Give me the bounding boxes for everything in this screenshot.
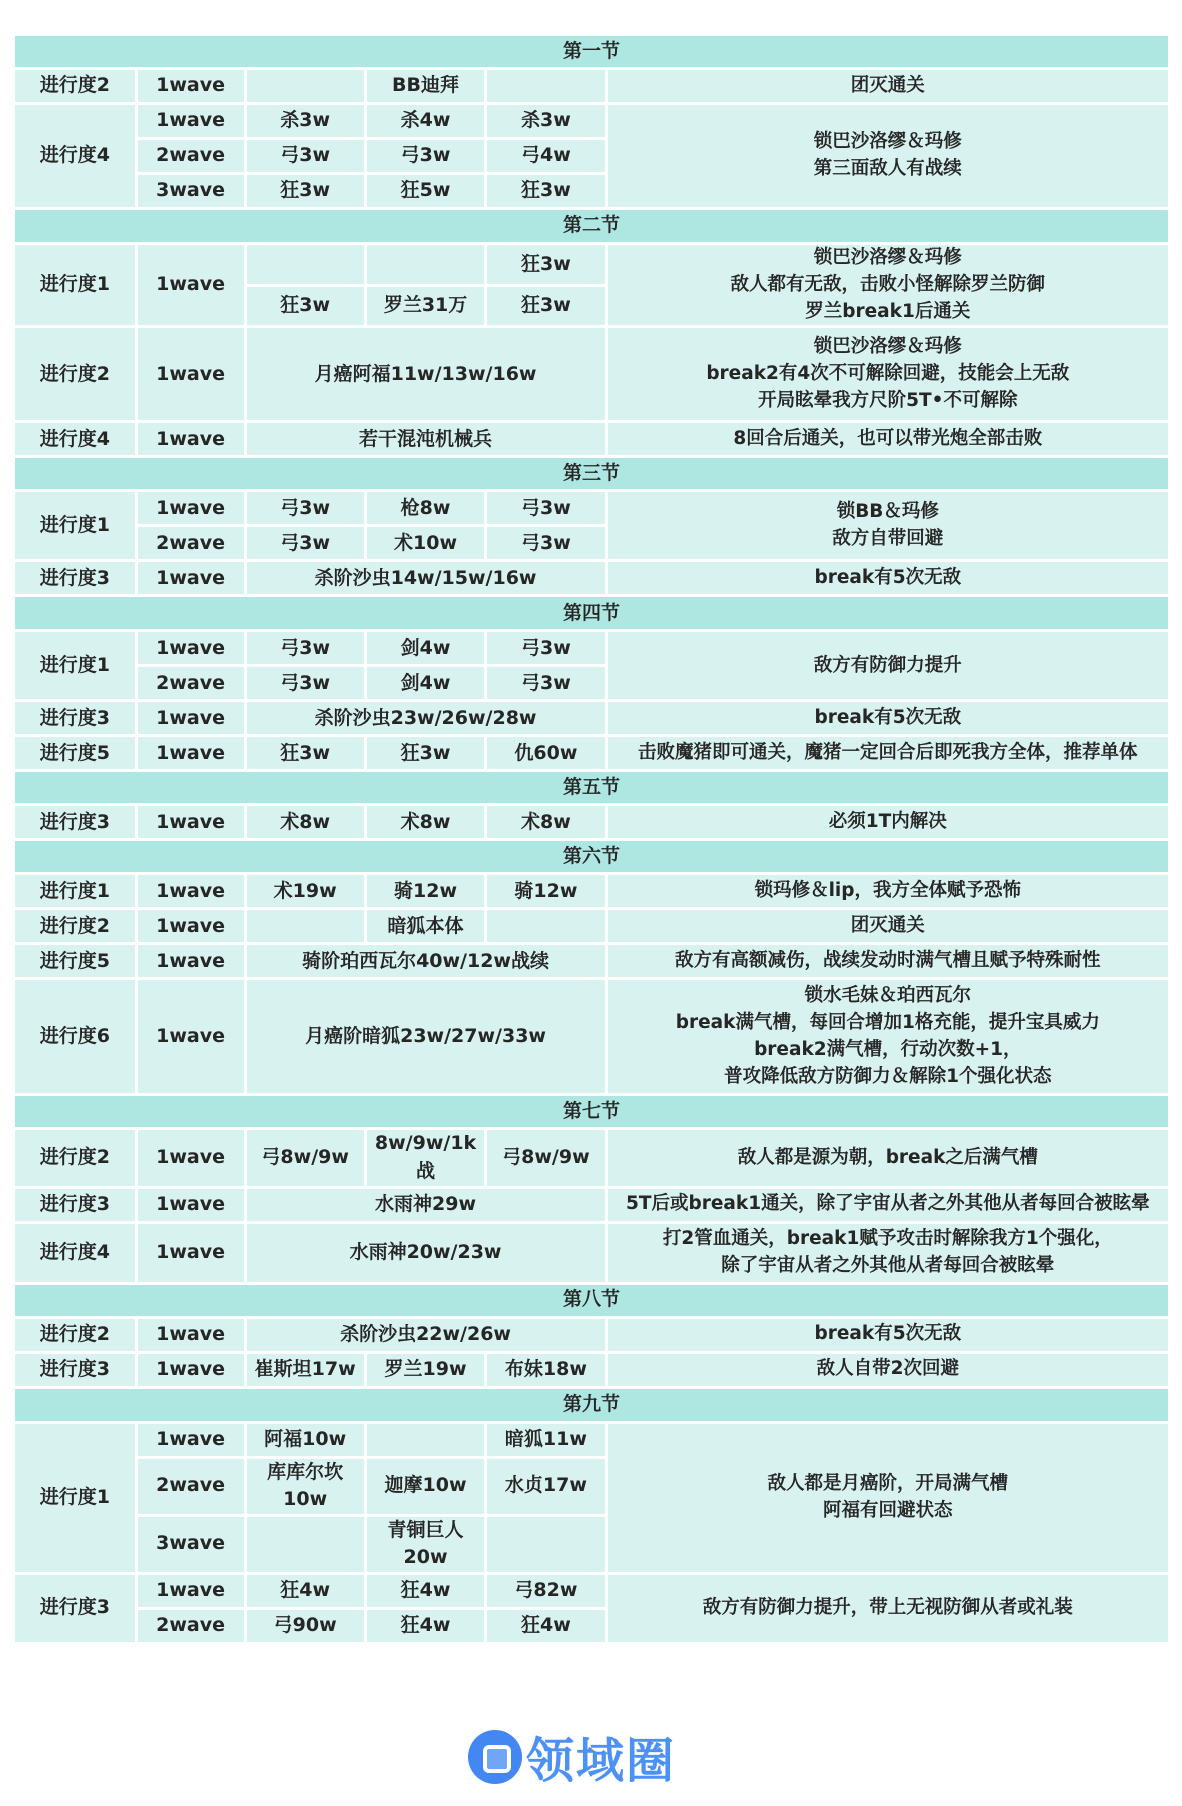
section-title: 第七节 <box>15 1096 1168 1127</box>
wave-label: 1wave <box>138 328 244 420</box>
wave-label: 1wave <box>138 980 244 1093</box>
enemy-cell: 弓3w <box>487 527 604 559</box>
note-cell: 锁BB＆玛修 敌方自带回避 <box>608 492 1168 559</box>
note-cell: 8回合后通关，也可以带光炮全部击败 <box>608 423 1168 455</box>
stage-label: 进行度4 <box>15 423 135 455</box>
enemy-cell: 青铜巨人20w <box>367 1517 484 1572</box>
enemy-cell: 仇60w <box>487 737 604 769</box>
enemy-cell: 狂3w <box>487 245 604 284</box>
wave-label: 1wave <box>138 245 244 325</box>
stage-label: 进行度3 <box>15 702 135 734</box>
enemy-cell: 弓3w <box>247 632 364 664</box>
section-title: 第九节 <box>15 1389 1168 1421</box>
stage-label: 进行度2 <box>15 328 135 420</box>
enemy-cell: 崔斯坦17w <box>247 1354 364 1386</box>
note-cell: 打2管血通关，break1赋予攻击时解除我方1个强化， 除了宇宙从者之外其他从者每回合被眩晕 <box>608 1224 1168 1282</box>
stage-label: 进行度1 <box>15 245 135 325</box>
enemy-cell: 狂4w <box>247 1575 364 1607</box>
note-cell: 锁巴沙洛缪＆玛修 break2有4次不可解除回避，技能会上无敌 开局眩晕我方尺阶5T•不可解除 <box>608 328 1168 420</box>
boss-cell: 水雨神20w/23w <box>247 1224 605 1282</box>
wave-label: 2wave <box>138 1610 244 1642</box>
enemy-cell <box>247 245 364 284</box>
boss-cell: 月癌阶暗狐23w/27w/33w <box>247 980 605 1093</box>
enemy-cell: 弓3w <box>487 492 604 524</box>
wave-label: 2wave <box>138 140 244 172</box>
enemy-cell: 弓8w/9w <box>487 1130 604 1185</box>
enemy-cell <box>487 1517 604 1572</box>
enemy-cell: 狂4w <box>367 1575 484 1607</box>
enemy-cell: 术10w <box>367 527 484 559</box>
enemy-cell: 布妹18w <box>487 1354 604 1386</box>
enemy-cell: 术8w <box>247 806 364 838</box>
wave-label: 1wave <box>138 1224 244 1282</box>
wave-label: 1wave <box>138 875 244 907</box>
stage-label: 进行度2 <box>15 70 135 102</box>
stage-label: 进行度2 <box>15 910 135 942</box>
enemy-cell <box>247 1517 364 1572</box>
note-cell: 团灭通关 <box>608 910 1168 942</box>
enemy-cell: 狂3w <box>247 287 364 326</box>
wave-label: 1wave <box>138 70 244 102</box>
wave-label: 1wave <box>138 806 244 838</box>
strategy-table <box>12 33 1171 1645</box>
wave-label: 1wave <box>138 1424 244 1456</box>
stage-label: 进行度4 <box>15 1224 135 1282</box>
wave-label: 3wave <box>138 1517 244 1572</box>
stage-label: 进行度5 <box>15 945 135 977</box>
section-title: 第五节 <box>15 772 1168 803</box>
wave-label: 1wave <box>138 910 244 942</box>
stage-label: 进行度1 <box>15 492 135 559</box>
wave-label: 2wave <box>138 667 244 699</box>
note-cell: 锁水毛妹＆珀西瓦尔 break满气槽，每回合增加1格充能，提升宝具威力 break2满气槽，行动次数+1， 普攻降低敌方防御力＆解除1个强化状态 <box>608 980 1168 1093</box>
enemy-cell <box>247 70 364 102</box>
wave-label: 2wave <box>138 527 244 559</box>
enemy-cell: 弓4w <box>487 140 604 172</box>
enemy-cell: 狂3w <box>487 287 604 326</box>
wave-label: 1wave <box>138 632 244 664</box>
boss-cell: 杀阶沙虫22w/26w <box>247 1319 605 1351</box>
boss-cell: 杀阶沙虫14w/15w/16w <box>247 562 605 594</box>
wave-label: 1wave <box>138 945 244 977</box>
note-cell: break有5次无敌 <box>608 702 1168 734</box>
boss-cell: 骑阶珀西瓦尔40w/12w战续 <box>247 945 605 977</box>
stage-label: 进行度3 <box>15 1575 135 1642</box>
enemy-cell: 弓8w/9w <box>247 1130 364 1185</box>
wave-label: 1wave <box>138 1189 244 1221</box>
note-cell: 锁巴沙洛缪＆玛修 第三面敌人有战续 <box>608 105 1168 207</box>
enemy-cell: 弓3w <box>487 667 604 699</box>
enemy-cell: 暗狐本体 <box>367 910 484 942</box>
enemy-cell: 弓3w <box>247 527 364 559</box>
enemy-cell: 骑12w <box>487 875 604 907</box>
enemy-cell <box>487 910 604 942</box>
stage-label: 进行度1 <box>15 1424 135 1572</box>
enemy-cell: 弓82w <box>487 1575 604 1607</box>
wave-label: 2wave <box>138 1459 244 1514</box>
enemy-cell: 8w/9w/1k战 <box>367 1130 484 1185</box>
enemy-cell: 狂4w <box>487 1610 604 1642</box>
enemy-cell: 狂4w <box>367 1610 484 1642</box>
enemy-cell: 弓3w <box>367 140 484 172</box>
enemy-cell: 迦摩10w <box>367 1459 484 1514</box>
stage-label: 进行度3 <box>15 1354 135 1386</box>
note-cell: 敌方有高额减伤，战续发动时满气槽且赋予特殊耐性 <box>608 945 1168 977</box>
enemy-cell: 剑4w <box>367 667 484 699</box>
enemy-cell: 阿福10w <box>247 1424 364 1456</box>
section-title: 第三节 <box>15 458 1168 489</box>
wave-label: 1wave <box>138 492 244 524</box>
section-title: 第一节 <box>15 36 1168 67</box>
enemy-cell: 狂3w <box>367 737 484 769</box>
note-cell: 敌人都是源为朝，break之后满气槽 <box>608 1130 1168 1185</box>
enemy-cell: 狂5w <box>367 175 484 207</box>
watermark-text: 领域圈 <box>526 1733 677 1789</box>
enemy-cell: 狂3w <box>487 175 604 207</box>
enemy-cell: 罗兰19w <box>367 1354 484 1386</box>
enemy-cell: BB迪拜 <box>367 70 484 102</box>
enemy-cell: 弓3w <box>487 632 604 664</box>
watermark <box>468 1722 676 1791</box>
enemy-cell: 术8w <box>367 806 484 838</box>
note-cell: 团灭通关 <box>608 70 1168 102</box>
enemy-cell: 术19w <box>247 875 364 907</box>
enemy-cell: 骑12w <box>367 875 484 907</box>
wave-label: 1wave <box>138 105 244 137</box>
note-cell: 锁玛修＆lip，我方全体赋予恐怖 <box>608 875 1168 907</box>
enemy-cell: 罗兰31万 <box>367 287 484 326</box>
enemy-cell: 杀4w <box>367 105 484 137</box>
boss-cell: 月癌阿福11w/13w/16w <box>247 328 605 420</box>
wave-label: 1wave <box>138 702 244 734</box>
enemy-cell: 库库尔坎10w <box>247 1459 364 1514</box>
note-cell: 敌人自带2次回避 <box>608 1354 1168 1386</box>
note-cell: 击败魔猪即可通关，魔猪一定回合后即死我方全体，推荐单体 <box>608 737 1168 769</box>
enemy-cell: 水贞17w <box>487 1459 604 1514</box>
wave-label: 1wave <box>138 423 244 455</box>
stage-label: 进行度1 <box>15 875 135 907</box>
enemy-cell: 剑4w <box>367 632 484 664</box>
wave-label: 1wave <box>138 1319 244 1351</box>
note-cell: break有5次无敌 <box>608 562 1168 594</box>
stage-label: 进行度4 <box>15 105 135 207</box>
enemy-cell: 暗狐11w <box>487 1424 604 1456</box>
stage-label: 进行度2 <box>15 1130 135 1185</box>
note-cell: 必须1T内解决 <box>608 806 1168 838</box>
section-title: 第六节 <box>15 841 1168 872</box>
enemy-cell: 弓3w <box>247 667 364 699</box>
enemy-cell <box>367 1424 484 1456</box>
section-title: 第二节 <box>15 210 1168 242</box>
section-title: 第八节 <box>15 1285 1168 1316</box>
boss-cell: 杀阶沙虫23w/26w/28w <box>247 702 605 734</box>
wave-label: 1wave <box>138 1130 244 1185</box>
enemy-cell <box>367 245 484 284</box>
note-cell: 敌方有防御力提升 <box>608 632 1168 699</box>
stage-label: 进行度5 <box>15 737 135 769</box>
wave-label: 1wave <box>138 562 244 594</box>
enemy-cell: 杀3w <box>247 105 364 137</box>
stage-label: 进行度3 <box>15 806 135 838</box>
note-cell: 敌人都是月癌阶，开局满气槽 阿福有回避状态 <box>608 1424 1168 1572</box>
wave-label: 1wave <box>138 737 244 769</box>
wave-label: 1wave <box>138 1354 244 1386</box>
watermark-logo-icon <box>468 1730 522 1784</box>
enemy-cell: 弓3w <box>247 140 364 172</box>
enemy-cell: 杀3w <box>487 105 604 137</box>
note-cell: 锁巴沙洛缪＆玛修 敌人都有无敌，击败小怪解除罗兰防御 罗兰break1后通关 <box>608 245 1168 325</box>
boss-cell: 水雨神29w <box>247 1189 605 1221</box>
section-title: 第四节 <box>15 597 1168 629</box>
enemy-cell <box>247 910 364 942</box>
stage-label: 进行度3 <box>15 562 135 594</box>
boss-cell: 若干混沌机械兵 <box>247 423 605 455</box>
wave-label: 1wave <box>138 1575 244 1607</box>
note-cell: 5T后或break1通关，除了宇宙从者之外其他从者每回合被眩晕 <box>608 1189 1168 1221</box>
note-cell: 敌方有防御力提升，带上无视防御从者或礼装 <box>608 1575 1168 1642</box>
enemy-cell: 弓3w <box>247 492 364 524</box>
enemy-cell: 狂3w <box>247 175 364 207</box>
stage-label: 进行度2 <box>15 1319 135 1351</box>
note-cell: break有5次无敌 <box>608 1319 1168 1351</box>
stage-label: 进行度6 <box>15 980 135 1093</box>
enemy-cell: 术8w <box>487 806 604 838</box>
stage-label: 进行度3 <box>15 1189 135 1221</box>
wave-label: 3wave <box>138 175 244 207</box>
enemy-cell: 狂3w <box>247 737 364 769</box>
stage-label: 进行度1 <box>15 632 135 699</box>
enemy-cell: 弓90w <box>247 1610 364 1642</box>
enemy-cell: 枪8w <box>367 492 484 524</box>
enemy-cell <box>487 70 604 102</box>
